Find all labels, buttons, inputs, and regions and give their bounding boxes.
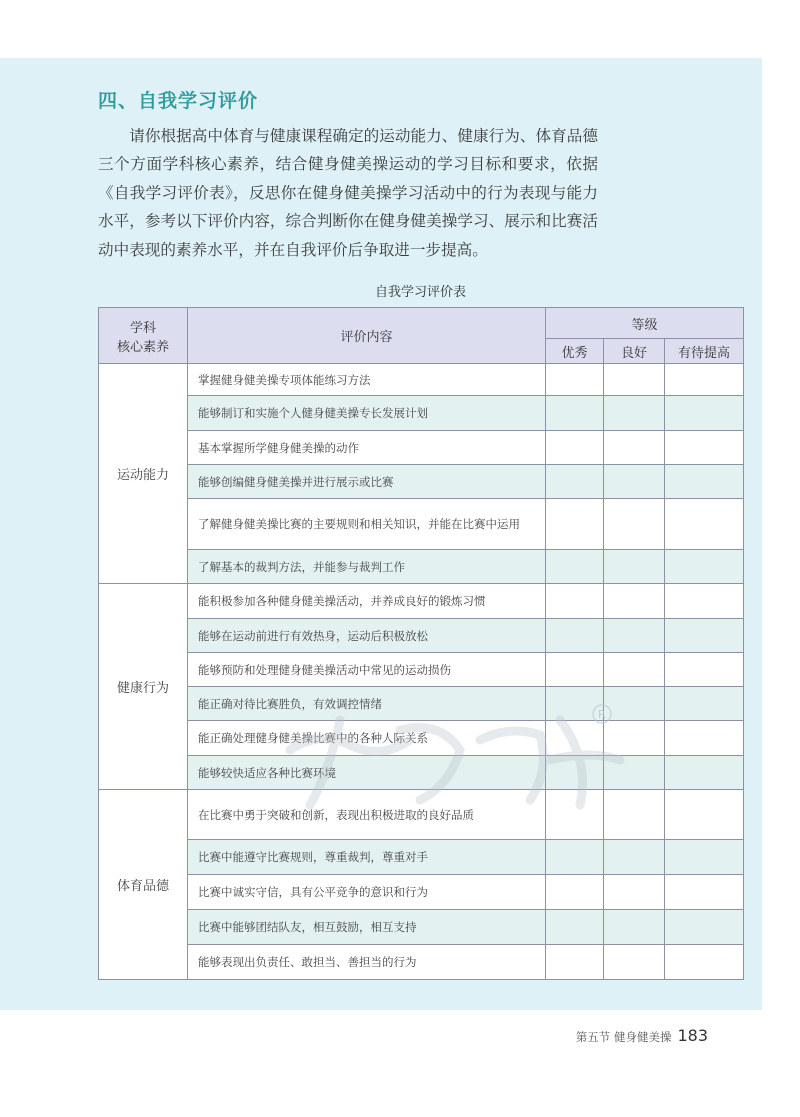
grade-cell-improve[interactable] [665,945,744,980]
grade-cell-improve[interactable] [665,910,744,945]
grade-cell-improve[interactable] [665,840,744,875]
evaluation-item: 能够在运动前进行有效热身，运动后积极放松 [188,619,546,653]
svg-text:R: R [598,708,606,721]
grade-cell-good[interactable] [604,653,665,687]
table-row [99,756,744,790]
grade-cell-improve[interactable] [665,364,744,396]
grade-cell-improve[interactable] [665,687,744,721]
grade-cell-improve[interactable] [665,721,744,756]
grade-cell-excellent[interactable] [546,840,604,875]
grade-cell-excellent[interactable] [546,790,604,840]
evaluation-item: 能够预防和处理健身健美操活动中常见的运动损伤 [188,653,546,687]
grade-cell-improve[interactable] [665,790,744,840]
table-row [99,653,744,687]
evaluation-item: 基本掌握所学健身健美操的动作 [188,431,546,465]
category-cell: 体育品德 [99,790,188,980]
table-row [99,396,744,431]
grade-cell-excellent[interactable] [546,431,604,465]
table-row [99,840,744,875]
grade-cell-excellent[interactable] [546,687,604,721]
level-excellent-header: 优秀 [546,339,604,364]
table-row [99,550,744,584]
table-row [99,910,744,945]
grade-cell-good[interactable] [604,721,665,756]
table-row [99,945,744,980]
grade-cell-improve[interactable] [665,550,744,584]
grade-cell-improve[interactable] [665,619,744,653]
grade-cell-good[interactable] [604,687,665,721]
grade-cell-improve[interactable] [665,584,744,619]
grade-cell-good[interactable] [604,465,665,499]
content-header: 评价内容 [188,308,546,364]
table-row [99,619,744,653]
grade-cell-good[interactable] [604,840,665,875]
evaluation-item: 能够创编健身健美操并进行展示或比赛 [188,465,546,499]
table-row [99,499,744,550]
grade-cell-good[interactable] [604,431,665,465]
evaluation-item: 能积极参加各种健身健美操活动，并养成良好的锻炼习惯 [188,584,546,619]
grade-cell-improve[interactable] [665,396,744,431]
grade-cell-improve[interactable] [665,431,744,465]
grade-cell-good[interactable] [604,790,665,840]
grade-cell-good[interactable] [604,364,665,396]
level-good-header: 良好 [604,339,665,364]
grade-cell-good[interactable] [604,396,665,431]
footer-section: 第五节 健身健美操 [575,1030,672,1044]
evaluation-item: 了解基本的裁判方法，并能参与裁判工作 [188,550,546,584]
intro-paragraph: 请你根据高中体育与健康课程确定的运动能力、健康行为、体育品德三个方面学科核心素养，结合健身健美操运动的学习目标和要求，依据《自我学习评价表》，反思你在健身健美操学习活动中的行为表现与能力水平，参考以下评价内容，综合判断你在健身健美操学习、展示和比赛活动中表现的素养水平，并在自我评价后争取进一步提高。 [98,127,598,259]
grade-cell-excellent[interactable] [546,653,604,687]
section-title: 四、自我学习评价 [98,90,259,112]
evaluation-item: 能够制订和实施个人健身健美操专长发展计划 [188,396,546,431]
grade-cell-excellent[interactable] [546,910,604,945]
grade-cell-good[interactable] [604,550,665,584]
evaluation-item: 能正确对待比赛胜负，有效调控情绪 [188,687,546,721]
evaluation-item: 比赛中能遵守比赛规则，尊重裁判，尊重对手 [188,840,546,875]
grade-cell-excellent[interactable] [546,499,604,550]
category-cell: 健康行为 [99,584,188,790]
grade-cell-excellent[interactable] [546,756,604,790]
table-row [99,721,744,756]
grade-cell-excellent[interactable] [546,465,604,499]
grade-cell-excellent[interactable] [546,584,604,619]
level-improve-header: 有待提高 [665,339,744,364]
grade-cell-improve[interactable] [665,875,744,910]
grade-cell-good[interactable] [604,875,665,910]
grade-cell-improve[interactable] [665,653,744,687]
page-footer [576,1026,708,1045]
grade-cell-good[interactable] [604,756,665,790]
grade-cell-good[interactable] [604,619,665,653]
grade-cell-improve[interactable] [665,465,744,499]
grade-cell-good[interactable] [604,584,665,619]
grade-cell-good[interactable] [604,910,665,945]
grade-cell-excellent[interactable] [546,619,604,653]
grade-cell-improve[interactable] [665,756,744,790]
table-body [99,364,744,980]
evaluation-item: 比赛中诚实守信，具有公平竞争的意识和行为 [188,875,546,910]
grade-cell-excellent[interactable] [546,364,604,396]
evaluation-item: 能够较快适应各种比赛环境 [188,756,546,790]
table-row [99,465,744,499]
grade-cell-excellent[interactable] [546,721,604,756]
evaluation-item: 掌握健身健美操专项体能练习方法 [188,364,546,396]
core-literacy-header: 学科 核心素养 [99,308,188,364]
grade-cell-good[interactable] [604,499,665,550]
level-header: 等级 [546,308,744,339]
evaluation-item: 了解健身健美操比赛的主要规则和相关知识，并能在比赛中运用 [188,499,546,550]
table-row [99,875,744,910]
evaluation-item: 能正确处理健身健美操比赛中的各种人际关系 [188,721,546,756]
grade-cell-excellent[interactable] [546,875,604,910]
grade-cell-improve[interactable] [665,499,744,550]
evaluation-item: 比赛中能够团结队友，相互鼓励，相互支持 [188,910,546,945]
grade-cell-good[interactable] [604,945,665,980]
self-evaluation-table [98,307,744,980]
grade-cell-excellent[interactable] [546,550,604,584]
table-row [99,431,744,465]
grade-cell-excellent[interactable] [546,396,604,431]
table-caption: 自我学习评价表 [374,285,466,300]
page-number: 183 [677,1026,708,1045]
table-row [99,364,744,396]
evaluation-item: 能够表现出负责任、敢担当、善担当的行为 [188,945,546,980]
table-row [99,790,744,840]
table-row [99,584,744,619]
evaluation-item: 在比赛中勇于突破和创新，表现出积极进取的良好品质 [188,790,546,840]
table-row [99,687,744,721]
grade-cell-excellent[interactable] [546,945,604,980]
category-cell: 运动能力 [99,364,188,584]
